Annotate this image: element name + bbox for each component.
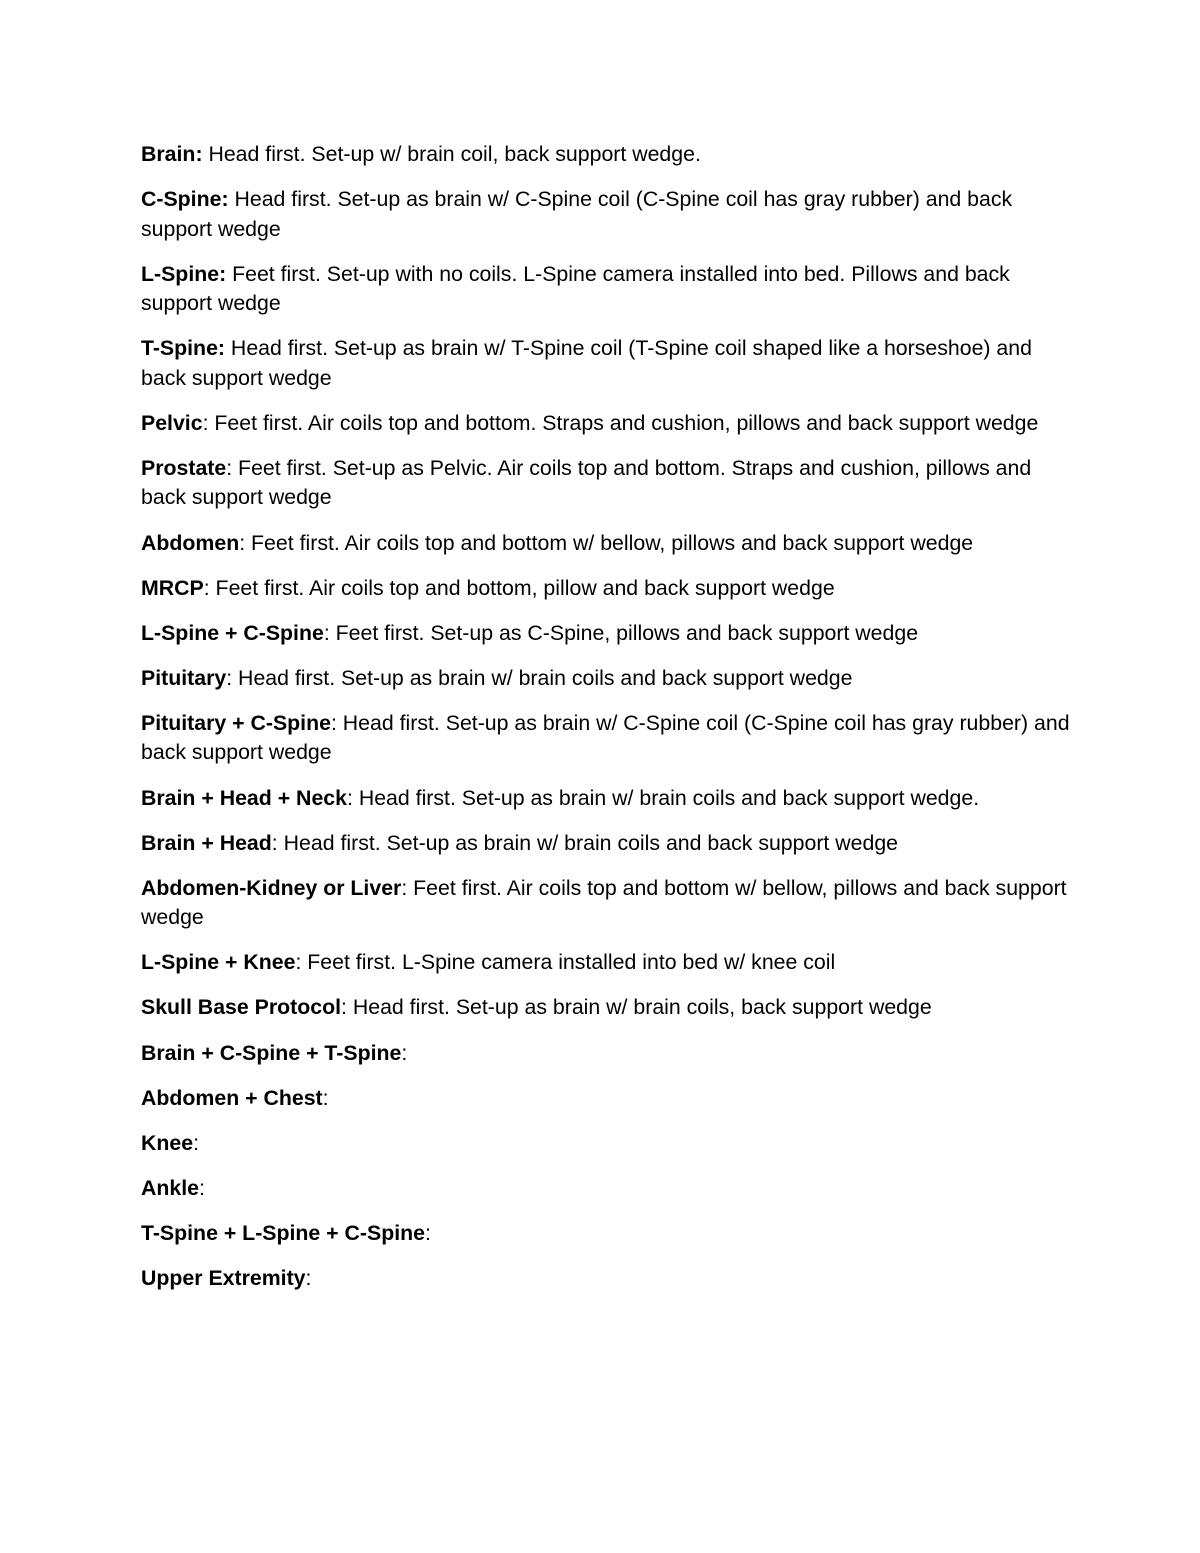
protocol-description: Feet first. Air coils top and bottom. Straps and cushion, pillows and back support wedge xyxy=(208,410,1039,435)
protocol-description: Head first. Set-up as brain w/ brain coils and back support wedge. xyxy=(352,785,980,810)
protocol-brain-head xyxy=(141,829,1071,859)
protocol-separator: : xyxy=(346,785,353,810)
protocol-term: MRCP xyxy=(141,575,204,600)
protocol-description: Head first. Set-up w/ brain coil, back support wedge. xyxy=(202,142,701,166)
protocol-term: Brain + Head xyxy=(141,830,272,855)
protocol-pituitary xyxy=(141,664,1071,694)
protocol-ankle xyxy=(141,1174,1071,1204)
document-page xyxy=(141,140,1071,1309)
protocol-term: C-Spine: xyxy=(141,187,229,212)
protocol-separator: : xyxy=(199,1175,205,1200)
protocol-description: Feet first. Set-up with no coils. L-Spine camera installed into bed. Pillows and back support wedge xyxy=(141,261,1010,316)
protocol-separator: : xyxy=(193,1130,199,1155)
protocol-description: Head first. Set-up as brain w/ C-Spine coil (C-Spine coil has gray rubber) and back support wedge xyxy=(141,710,1070,765)
protocol-description: Head first. Set-up as brain w/ T-Spine coil (T-Spine coil shaped like a horseshoe) and back support wedge xyxy=(141,336,1032,390)
protocol-abdomen xyxy=(141,529,1071,559)
protocol-separator: : xyxy=(305,1265,312,1290)
protocol-prostate xyxy=(141,454,1071,513)
protocol-term: Abdomen xyxy=(141,530,240,555)
protocol-description: Head first. Set-up as brain w/ brain coils, back support wedge xyxy=(346,995,932,1020)
protocol-brain xyxy=(141,140,1071,170)
protocol-separator: : xyxy=(401,875,408,900)
protocol-term: Brain + Head + Neck xyxy=(141,785,347,810)
protocol-separator: : xyxy=(401,1040,408,1065)
protocol-separator: : xyxy=(226,455,233,480)
protocol-separator: : xyxy=(341,995,347,1020)
protocol-description: Feet first. L-Spine camera installed into bed w/ knee coil xyxy=(301,950,836,975)
protocol-separator: : xyxy=(295,950,302,975)
protocol-description: Feet first. Air coils top and bottom w/ bellow, pillows and back support wedge xyxy=(245,530,974,555)
protocol-description: Feet first. Air coils top and bottom w/ bellow, pillows and back support wedge xyxy=(141,875,1067,930)
protocol-term: Brain: xyxy=(141,142,203,166)
protocol-term: L-Spine + Knee xyxy=(141,950,296,975)
protocol-term: Knee xyxy=(141,1130,194,1155)
protocol-pelvic xyxy=(141,409,1071,439)
protocol-c-spine xyxy=(141,185,1071,244)
protocol-description: Head first. Set-up as brain w/ brain coils and back support wedge xyxy=(277,830,899,855)
protocol-term: Upper Extremity xyxy=(141,1265,306,1290)
protocol-separator: : xyxy=(330,710,337,735)
protocol-separator: : xyxy=(202,410,209,435)
protocol-term: L-Spine + C-Spine xyxy=(141,620,324,645)
protocol-term: T-Spine + L-Spine + C-Spine xyxy=(141,1220,425,1245)
protocol-l-spine-knee xyxy=(141,948,1071,978)
protocol-abdomen-chest xyxy=(141,1084,1071,1114)
protocol-description: Feet first. Air coils top and bottom, pillow and back support wedge xyxy=(209,575,835,600)
protocol-l-spine-c-spine xyxy=(141,619,1071,649)
protocol-term: L-Spine: xyxy=(141,261,227,286)
protocol-term: Pelvic xyxy=(141,410,203,435)
protocol-term: Pituitary + C-Spine xyxy=(141,710,331,735)
protocol-abdomen-kidney-liver xyxy=(141,874,1071,933)
protocol-term: Abdomen-Kidney or Liver xyxy=(141,875,402,900)
protocol-skull-base xyxy=(141,993,1071,1023)
protocol-term: Abdomen + Chest xyxy=(141,1085,323,1110)
protocol-l-spine xyxy=(141,260,1071,319)
protocol-separator: : xyxy=(226,665,233,690)
protocol-description: Feet first. Set-up as C-Spine, pillows and back support wedge xyxy=(329,620,919,645)
protocol-brain-head-neck xyxy=(141,784,1071,814)
protocol-term: Ankle xyxy=(141,1175,199,1200)
protocol-brain-c-spine-t-spine xyxy=(141,1039,1071,1069)
protocol-separator: : xyxy=(323,620,330,645)
protocol-t-spine xyxy=(141,334,1071,393)
protocol-t-spine-l-spine-c-spine xyxy=(141,1219,1071,1249)
protocol-description: Feet first. Set-up as Pelvic. Air coils top and bottom. Straps and cushion, pillows and back support wedge xyxy=(141,455,1032,510)
protocol-upper-extremity xyxy=(141,1264,1071,1294)
protocol-separator: : xyxy=(271,830,278,855)
protocol-separator: : xyxy=(203,575,210,600)
protocol-term: Skull Base Protocol xyxy=(141,995,342,1020)
protocol-term: T-Spine: xyxy=(141,336,226,361)
protocol-knee xyxy=(141,1129,1071,1159)
protocol-separator: : xyxy=(425,1220,431,1245)
protocol-mrcp xyxy=(141,574,1071,604)
protocol-description: Head first. Set-up as brain w/ C-Spine coil (C-Spine coil has gray rubber) and back support wedge xyxy=(141,187,1013,241)
protocol-term: Prostate xyxy=(141,455,227,480)
protocol-term: Pituitary xyxy=(141,665,227,690)
protocol-term: Brain + C-Spine + T-Spine xyxy=(141,1040,402,1065)
protocol-separator: : xyxy=(322,1085,329,1110)
protocol-separator: : xyxy=(239,530,246,555)
protocol-description: Head first. Set-up as brain w/ brain coils and back support wedge xyxy=(232,665,853,690)
protocol-pituitary-c-spine xyxy=(141,709,1071,768)
